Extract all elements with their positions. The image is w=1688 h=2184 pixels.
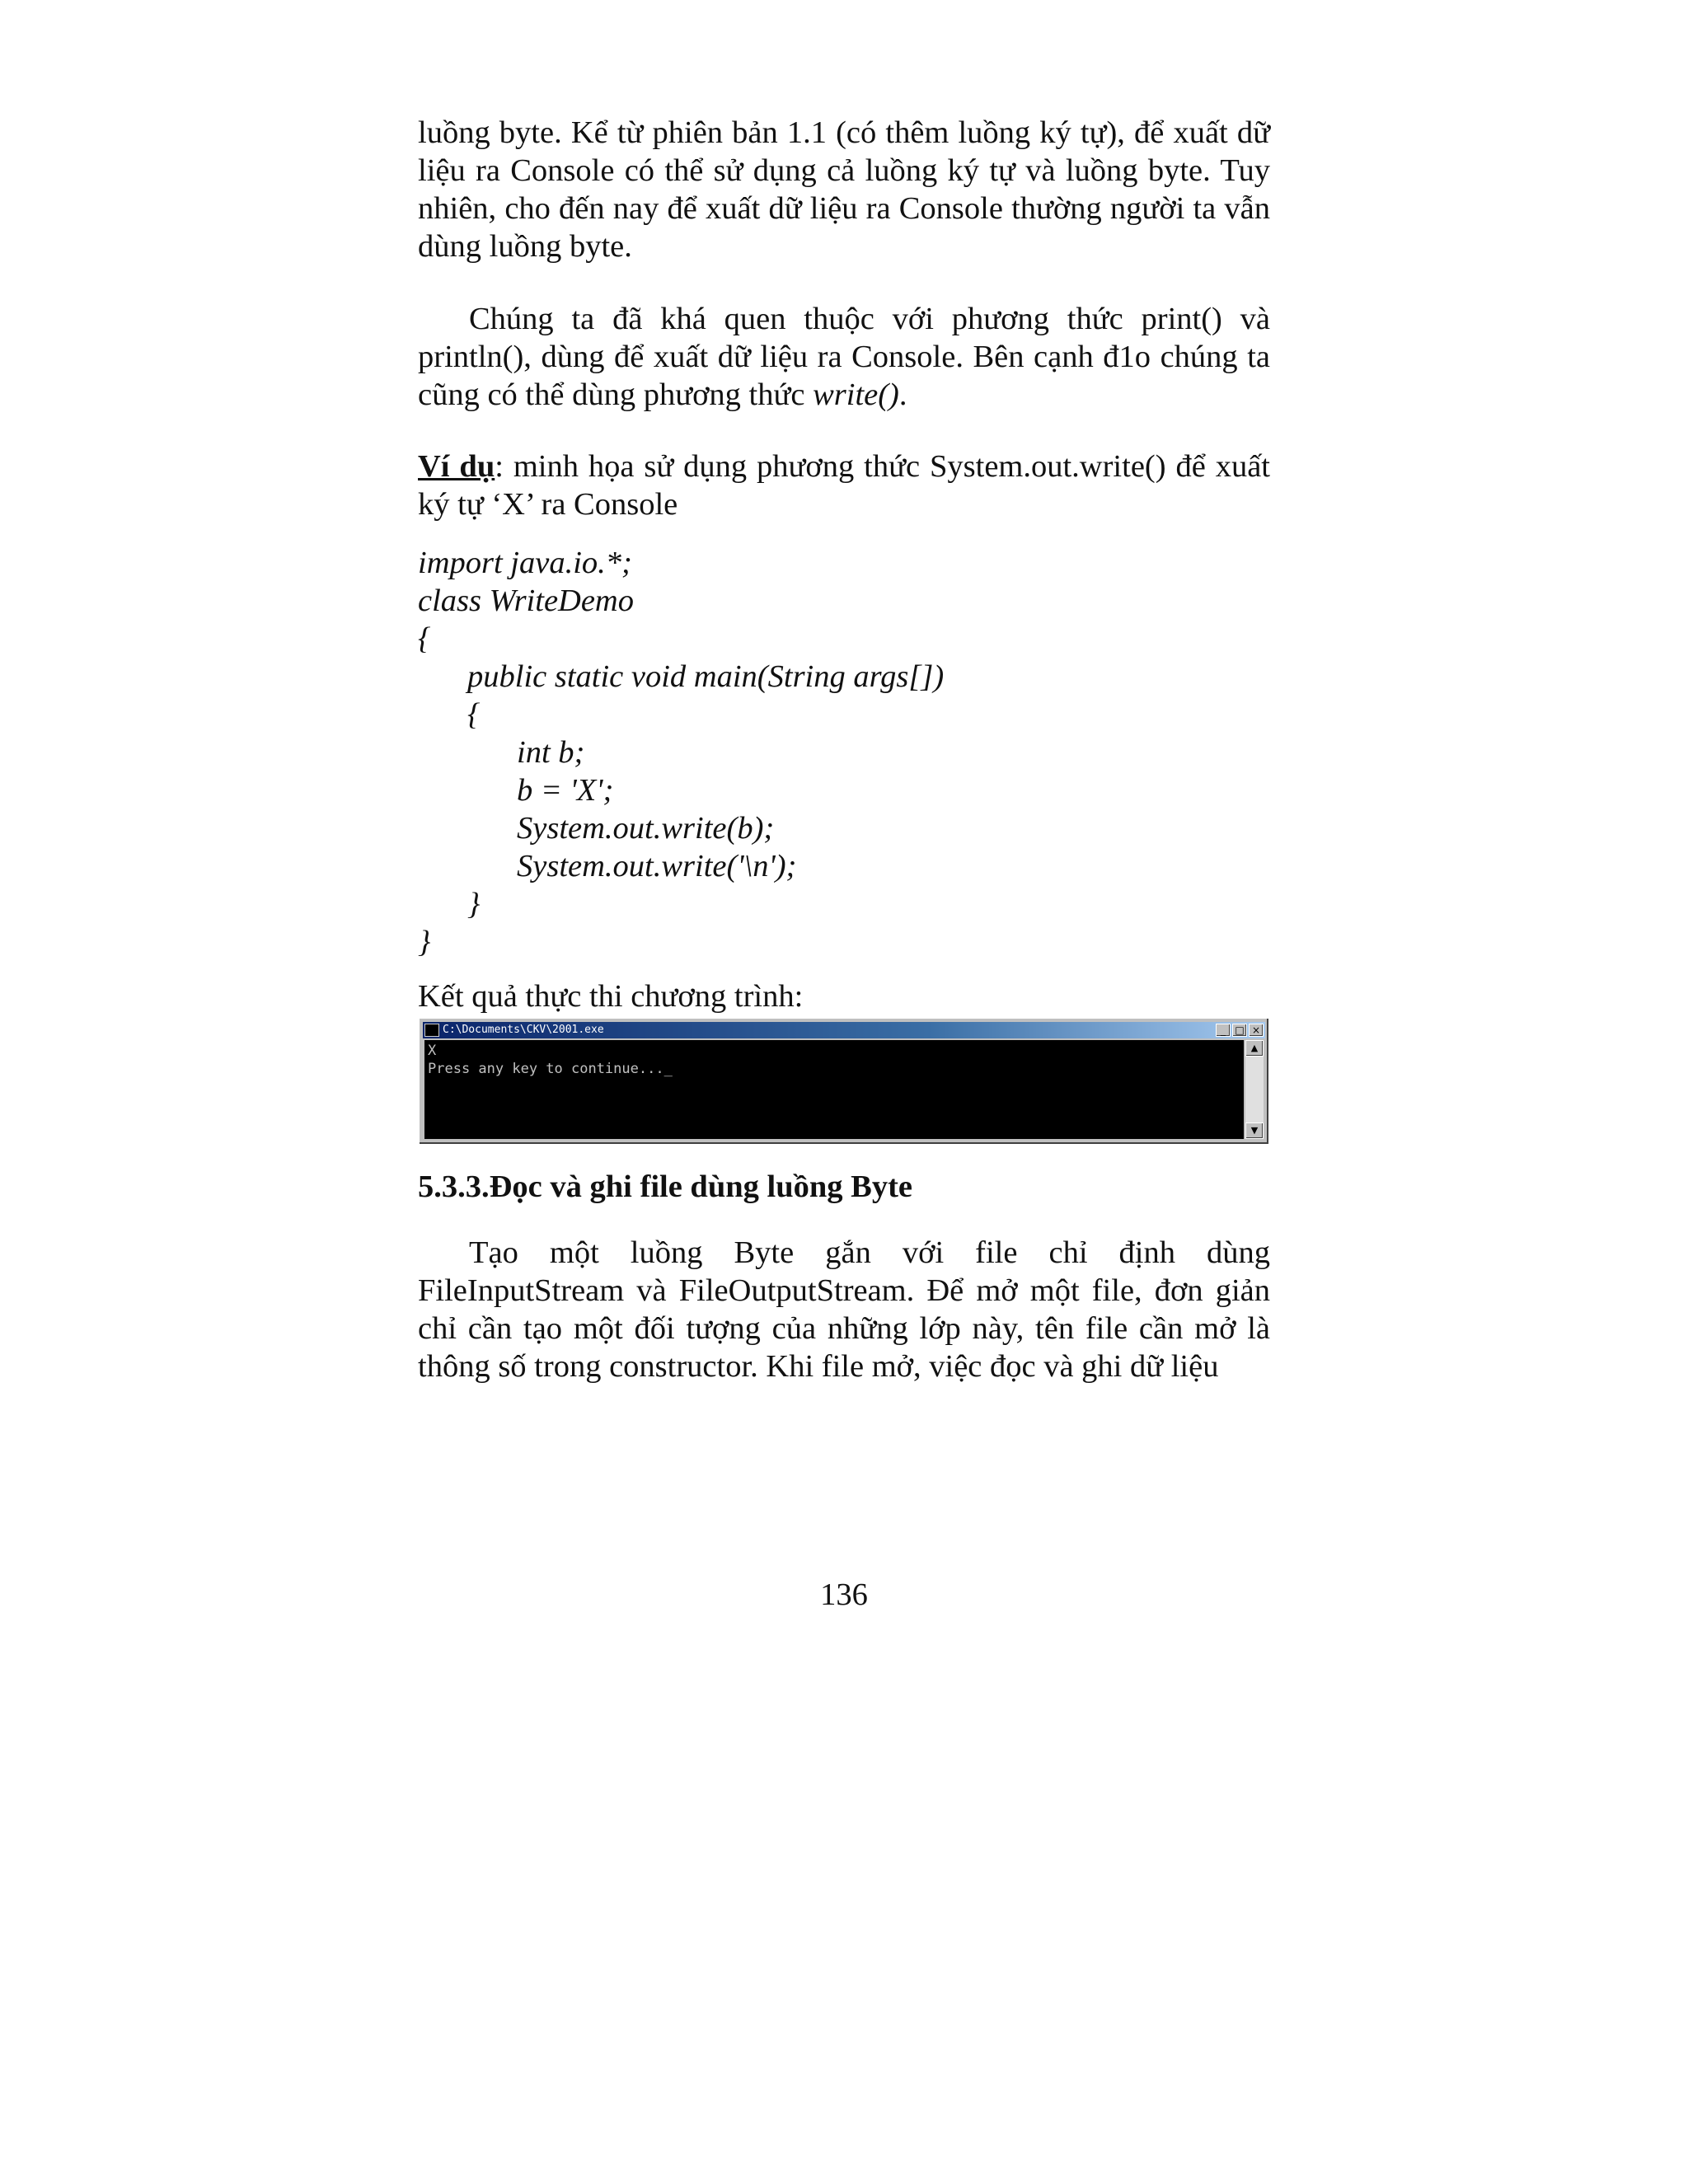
write-method-italic: write() (813, 377, 899, 412)
scroll-up-icon: ▲ (1245, 1040, 1264, 1057)
paragraph-example (418, 448, 1270, 523)
section-heading: 5.3.3.Đọc và ghi file dùng luồng Byte (418, 1169, 913, 1204)
code-line: } (418, 925, 431, 959)
scroll-down-icon: ▼ (1245, 1122, 1264, 1139)
console-output-line: Press any key to continue..._ (428, 1061, 673, 1077)
paragraph-byte-streams: Tạo một luồng Byte gắn với file chỉ định dùng FileInputStream và FileOutputStream. Để mở một file, đơn giản chỉ cần tạo một đối tượng của những lớp này, tên file cần mở là thông số trong constructor. Khi file mở, việc đọc và ghi dữ liệu (418, 1235, 1270, 1384)
code-line: class WriteDemo (418, 583, 634, 618)
window-buttons (1216, 1024, 1264, 1037)
example-text: : minh họa sử dụng phương thức System.out.write() để xuất ký tự ‘X’ ra Console (418, 449, 1270, 522)
console-window-screenshot (418, 1017, 1270, 1146)
paragraph-intro: luồng byte. Kể từ phiên bản 1.1 (có thêm luồng ký tự), để xuất dữ liệu ra Console có thể sử dụng cả luồng ký tự và luồng byte. Tuy nhiên, cho đến nay để xuất dữ liệu ra Console thường người ta vẫn dùng luồng byte. (418, 115, 1270, 264)
console-output-line: X (428, 1043, 437, 1059)
code-line: } (467, 887, 481, 921)
example-label: Ví dụ (418, 449, 495, 484)
code-line: { (467, 697, 481, 732)
console-titlebar (423, 1022, 1265, 1038)
code-line: b = 'X'; (517, 773, 614, 808)
console-output (424, 1040, 1244, 1139)
code-line: { (418, 621, 431, 656)
paragraph-print-methods-end: . (898, 377, 907, 412)
code-line: System.out.write('\n'); (517, 849, 797, 883)
maximize-icon: □ (1232, 1024, 1247, 1037)
code-line: public static void main(String args[]) (467, 659, 945, 694)
minimize-icon: _ (1216, 1024, 1231, 1037)
console-scrollbar (1245, 1040, 1264, 1139)
console-app-icon (424, 1024, 439, 1037)
code-line: import java.io.*; (418, 546, 632, 580)
code-line: System.out.write(b); (517, 811, 775, 846)
page-number: 136 (820, 1577, 868, 1612)
console-title: C:\Documents\CKV\2001.exe (443, 1024, 604, 1036)
paragraph-print-methods (418, 300, 1270, 414)
result-label: Kết quả thực thi chương trình: (418, 979, 804, 1014)
code-line: int b; (517, 735, 585, 770)
close-icon: × (1249, 1024, 1264, 1037)
paragraph-print-methods-text: Chúng ta đã khá quen thuộc với phương thức print() và println(), dùng để xuất dữ liệu ra Console. Bên cạnh đ1o chúng ta cũng có thể dùng phương thức (418, 302, 1270, 412)
